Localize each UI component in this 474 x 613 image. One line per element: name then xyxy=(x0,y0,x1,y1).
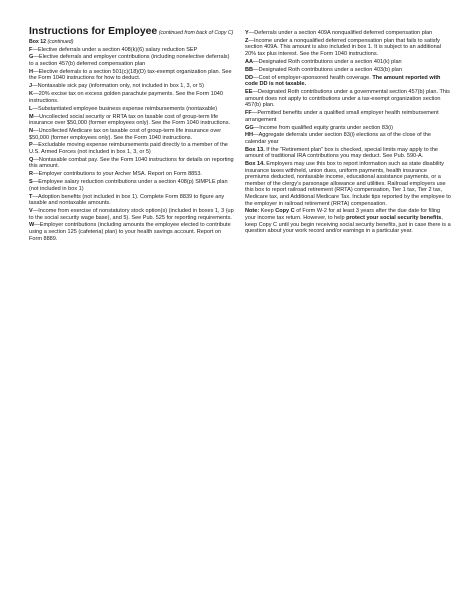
box12-code-description: —Nontaxable combat pay. See the Form 1040 instructions for details on reporting this amount. xyxy=(29,156,234,170)
box12-continued: (continued) xyxy=(47,39,74,45)
box12-code-letter: AA xyxy=(245,58,254,65)
box12-code-description: —Income from exercise of nonstatutory stock option(s) (included in boxes 1, 3 (up to the social security wage base), and 5). See Pub. 525 for reporting requirements. xyxy=(29,208,234,221)
box12-code-entry xyxy=(29,194,235,207)
box12-code-entry xyxy=(29,83,235,90)
box12-code-description: —Elective deferrals to a section 501(c)(18)(D) tax-exempt organization plan. See the Form 1040 instructions for how to deduct. xyxy=(29,68,232,82)
box12-code-description: —Elective deferrals and employer contributions (including nonelective deferrals) to a section 457(b) deferred compensation plan xyxy=(29,54,230,67)
box12-code-letter: G xyxy=(29,54,34,61)
box12-code-letter: V xyxy=(29,208,33,215)
box13-text: If the “Retirement plan” box is checked, special limits may apply to the amount of traditional IRA contributions you may deduct. See Pub. 590-A. xyxy=(245,146,438,160)
box14-paragraph xyxy=(245,161,451,207)
box12-code-letter: HH xyxy=(245,132,254,139)
right-column xyxy=(245,30,451,236)
box12-code-description: —Designated Roth contributions under a section 403(b) plan xyxy=(253,66,402,73)
box12-code-letter: P xyxy=(29,142,33,149)
box12-code-description: —Designated Roth contributions under a governmental section 457(b) plan. This amount does not apply to contributions under a tax-exempt organization section 457(b) plan. xyxy=(245,89,450,109)
note-text-1: Keep xyxy=(259,208,276,215)
box12-code-description: —Substantiated employee business expense reimbursements (nontaxable) xyxy=(32,105,218,112)
box12-code-letter: H xyxy=(29,68,34,75)
box12-code-letter: FF xyxy=(245,110,252,117)
page-heading xyxy=(29,27,235,38)
note-paragraph xyxy=(245,208,451,234)
box12-code-description: —Deferrals under a section 409A nonqualified deferred compensation plan xyxy=(248,30,433,36)
box12-code-description: —Employee salary reduction contributions under a section 408(p) SIMPLE plan (not included in box 1) xyxy=(29,179,228,192)
box12-code-entry xyxy=(245,38,451,58)
box12-code-description: —Employer contributions (including amounts the employee elected to contribute using a section 125 (cafeteria) plan) to your health savings account. Report on Form 8889. xyxy=(29,222,231,242)
box12-code-letter: EE xyxy=(245,89,253,96)
box12-code-entry xyxy=(29,114,235,127)
box12-code-entry xyxy=(29,54,235,67)
box12-code-description: —Elective deferrals under a section 408(k)(6) salary reduction SEP xyxy=(32,46,198,53)
box12-code-letter: K xyxy=(29,91,34,98)
box12-code-entry xyxy=(245,67,451,74)
box13-paragraph xyxy=(245,147,451,160)
box12-code-description: —Cost of employer-sponsored health coverage. xyxy=(253,74,373,81)
box12-code-letter: R xyxy=(29,171,34,178)
note-copy-c: Copy C xyxy=(275,208,295,215)
box12-label: Box 12 xyxy=(29,39,47,45)
note-emphasis: protect your social security benefits xyxy=(346,215,442,221)
box12-code-description: —Uncollected social security or RRTA tax on taxable cost of group-term life insurance over $50,000 (former employees only). See the Form 1040 instructions. xyxy=(29,113,231,127)
box12-code-letter: S xyxy=(29,179,33,186)
note-text-3: , keep Copy C until you begin receiving social security benefits, just in case there is a question about your work record and/or earnings in a particular year. xyxy=(245,215,451,235)
box12-code-description: —Permitted benefits under a qualified small employer health reimbursement arrangement xyxy=(245,110,439,123)
box12-code-entry xyxy=(29,91,235,104)
box12-code-entry xyxy=(29,171,235,178)
box13-label: Box 13. xyxy=(245,146,265,153)
box12-code-letter: W xyxy=(29,222,35,229)
box12-code-entry xyxy=(245,125,451,132)
box14-text: Employers may use this box to report information such as state disability insurance taxes withheld, union dues, uniform payments, health insurance premiums deducted, nontaxable income, educational assistance payments, or a member of the clergy’s parsonage allowance and utilities. Railroad employers use this box to report railroad retirement (RRTA) compensation, Tier 1 tax, Tier 2 tax, Medicare tax, and Additional Medicare Tax. Include tips reported by the employee to the employer in railroad retirement (RRTA) compensation. xyxy=(245,161,451,207)
box12-code-entry xyxy=(245,59,451,66)
box12-code-letter: F xyxy=(29,46,33,53)
box12-code-entry xyxy=(29,179,235,192)
box12-code-description: —Employer contributions to your Archer MSA. Report on Form 8853. xyxy=(33,171,202,178)
left-column xyxy=(29,27,235,243)
box12-code-entry xyxy=(29,106,235,113)
box12-code-description: —Income from qualified equity grants under section 83(i) xyxy=(253,124,393,131)
box12-codes-right xyxy=(245,30,451,146)
box12-code-entry xyxy=(29,157,235,170)
box12-code-letter: DD xyxy=(245,74,254,81)
note-text-2: of Form W-2 for at least 3 years after the due date for filing your income tax return. However, to help xyxy=(245,208,441,221)
box12-code-entry xyxy=(245,30,451,37)
box12-code-entry xyxy=(245,89,451,109)
box12-code-entry xyxy=(245,75,451,88)
box12-code-letter: GG xyxy=(245,124,254,131)
box12-code-letter: N xyxy=(29,127,34,134)
box12-code-entry xyxy=(29,208,235,221)
box12-code-letter: Y xyxy=(245,30,249,36)
box12-code-letter: T xyxy=(29,193,33,200)
box12-code-description: —Designated Roth contributions under a section 401(k) plan xyxy=(253,58,402,65)
box12-code-description: —Nontaxable sick pay (information only, not included in box 1, 3, or 5) xyxy=(32,83,205,90)
box12-code-entry xyxy=(29,128,235,141)
box12-code-description: —Aggregate deferrals under section 83(i) elections as of the close of the calendar year xyxy=(245,132,431,145)
box12-code-entry xyxy=(29,69,235,82)
box12-code-description: —Income under a nonqualified deferred compensation plan that fails to satisfy section 409A. This amount is also included in box 1. It is subject to an additional 20% tax plus interest. See the Form 1040 instructions. xyxy=(245,37,442,57)
box12-code-entry xyxy=(29,47,235,54)
page-subtitle: (continued from back of Copy C) xyxy=(158,30,234,36)
box12-code-description: —Uncollected Medicare tax on taxable cost of group-term life insurance over $50,000 (former employees only). See the Form 1040 instructions. xyxy=(29,127,222,141)
box12-code-letter: BB xyxy=(245,66,254,73)
note-label: Note: xyxy=(245,208,260,215)
box12-code-description: —Adoption benefits (not included in box 1). Complete Form 8839 to figure any taxable and nontaxable amounts. xyxy=(29,193,225,207)
page-title: Instructions for Employee xyxy=(29,26,158,37)
box12-code-description: —20% excise tax on excess golden parachute payments. See the Form 1040 instructions. xyxy=(29,91,223,104)
box12-codes-left xyxy=(29,47,235,243)
box12-code-entry xyxy=(29,142,235,155)
box12-code-letter: Q xyxy=(29,156,34,163)
box12-code-letter: M xyxy=(29,113,34,120)
box12-code-letter: J xyxy=(29,83,33,90)
box12-code-emphasis: The amount reported with code DD is not taxable. xyxy=(245,74,441,88)
box12-code-description: —Excludable moving expense reimbursements paid directly to a member of the U.S. Armed Forces (not included in box 1, 3, or 5) xyxy=(29,142,228,155)
box14-label: Box 14. xyxy=(245,161,265,168)
box12-code-letter: L xyxy=(29,105,33,112)
box12-heading xyxy=(29,39,235,46)
box12-code-entry xyxy=(29,222,235,242)
box12-code-entry xyxy=(245,110,451,123)
box12-code-entry xyxy=(245,132,451,145)
box12-code-letter: Z xyxy=(245,37,249,44)
